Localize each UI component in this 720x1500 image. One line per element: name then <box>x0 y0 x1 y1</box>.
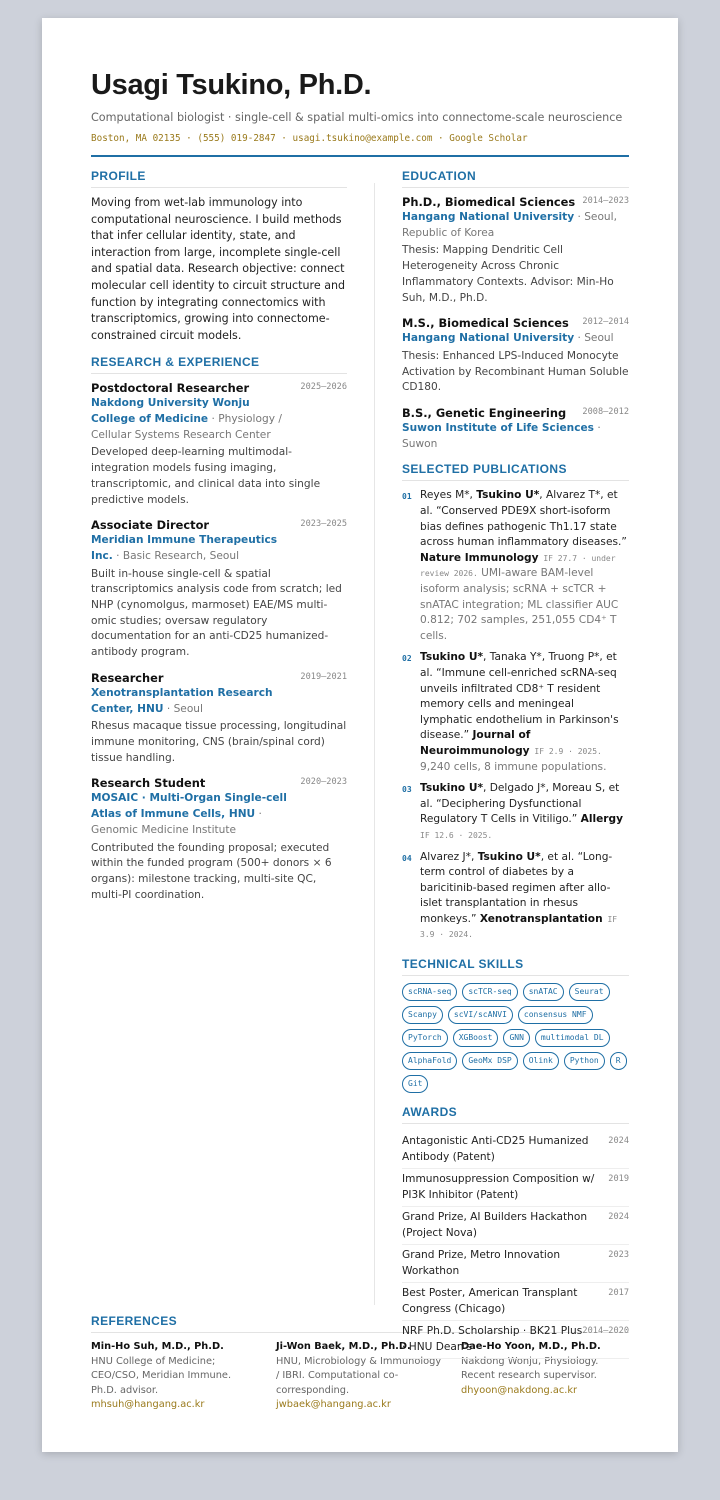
skill-tag: R <box>610 1052 627 1070</box>
publication-number: 03 <box>402 785 412 795</box>
reference-description: HNU, Microbiology & Immunology / IBRI. Computational co-corresponding. <box>276 1355 442 1396</box>
publication-citation: , Tanaka Y*, Truong P*, et al. “Immune cell-enriched scRNA-seq unveils infiltrated CD8⁺ T resident memory cells and meningeal lymphatic endothelium in Parkinson's disease.” <box>420 651 619 742</box>
right-column <box>402 169 629 1359</box>
experience-entry <box>91 381 347 508</box>
award-item <box>402 1169 629 1207</box>
award-item <box>402 1207 629 1245</box>
publication-detail: 9,240 cells, 8 immune populations. <box>420 760 607 773</box>
entry-thesis: Thesis: Enhanced LPS-Induced Monocyte Activation by Recombinant Human Soluble CD180. <box>402 349 629 394</box>
entry-institution-line <box>402 210 629 241</box>
publication-item <box>402 488 629 644</box>
entry-organization: MOSAIC · Multi-Organ Single-cell Atlas of Immune Cells, HNU <box>91 792 287 821</box>
entry-role: Researcher <box>91 670 164 685</box>
education-list <box>402 195 629 452</box>
publication-number: 04 <box>402 853 412 863</box>
publication-impact-meta: IF 27.7 · under review 2026. <box>420 553 616 579</box>
award-item <box>402 1131 629 1169</box>
award-title: Immunosuppression Composition w/ PI3K Inhibitor (Patent) <box>402 1173 595 1201</box>
entry-organization-line <box>91 686 289 717</box>
skill-tag: Scanpy <box>402 1006 443 1024</box>
entry-description: Built in-house single-cell & spatial transcriptomics analysis code from scratch; led NHP (cynomolgus, marmoset) EAE/MS multi-omic studies; oversaw regulatory documentation for an anti-CD25 humanized-antibody program. <box>91 567 342 659</box>
entry-institution-line <box>402 331 629 347</box>
entry-location: · Seoul <box>163 702 203 715</box>
entry-dates: 2014–2023 <box>582 196 629 206</box>
publication-authors-pre: Alvarez J*, <box>420 850 478 863</box>
entry-role: Research Student <box>91 776 206 791</box>
resume-page <box>42 18 678 1452</box>
publication-self-author: Tsukino U* <box>477 850 541 863</box>
publication-item <box>402 781 629 843</box>
entry-dates: 2008–2012 <box>582 407 629 418</box>
publication-number: 01 <box>402 492 412 502</box>
entry-header-row <box>402 195 629 210</box>
tagline: Computational biologist · single-cell & spatial multi-omics into connectome-scale neuroscience <box>91 111 623 124</box>
skill-tag: XGBoost <box>453 1029 499 1047</box>
reference-email: mhsuh@hangang.ac.kr <box>91 1399 205 1411</box>
skill-tag: scTCR-seq <box>462 983 517 1001</box>
publication-citation: , et al. “Long-term control of diabetes by a baricitinib-based regimen after allo-islet transplantation in rhesus monkeys.” <box>420 850 613 925</box>
publication-number: 02 <box>402 654 412 664</box>
entry-header-row <box>402 316 629 331</box>
experience-heading: RESEARCH & EXPERIENCE <box>91 355 347 374</box>
skill-tag: multimodal DL <box>535 1029 610 1047</box>
skills-heading: TECHNICAL SKILLS <box>402 957 629 976</box>
publication-citation: , Alvarez T*, et al. “Conserved PDE9X short-isoform bias defines pathogenic Th1.17 state across human inflammatory diseases.” <box>420 489 627 549</box>
publication-list <box>402 488 629 943</box>
publication-item <box>402 850 629 944</box>
skill-tag: scVI/scANVI <box>448 1006 513 1024</box>
entry-dates: 2012–2014 <box>582 317 629 328</box>
publications-heading: SELECTED PUBLICATIONS <box>402 462 629 481</box>
awards-heading: AWARDS <box>402 1105 629 1124</box>
publication-journal: Nature Immunology <box>420 551 539 564</box>
publication-self-author: Tsukino U* <box>476 489 540 502</box>
entry-organization-line <box>91 396 289 443</box>
reference-card <box>91 1340 259 1413</box>
entry-organization-line <box>91 791 289 838</box>
entry-organization: Xenotransplantation Research Center, HNU <box>91 686 273 715</box>
publication-citation: , Delgado J*, Moreau S, et al. “Deciphering Dysfunctional Regulatory T Cells in Vitiligo.” <box>420 782 620 826</box>
column-divider <box>374 183 375 1305</box>
entry-dates: 2025–2026 <box>300 382 347 393</box>
entry-header-row <box>91 671 347 686</box>
experience-entry <box>91 671 347 767</box>
contact-line: Boston, MA 02135 · (555) 019-2847 · usagi.tsukino@example.com · Google Scholar <box>91 133 528 144</box>
entry-location: · Suwon <box>402 422 601 450</box>
profile-text: Moving from wet-lab immunology into computational neuroscience. I build methods that infer cellular identity, state, and interaction from large, incomplete single-cell and spatial data. Research objective: connect molecular cell identity to circuit structure and function by integrating connectomics with transcriptomics, growing into connectome-constrained circuit models. <box>91 196 346 342</box>
publication-journal: Allergy <box>580 813 624 826</box>
award-year: 2017 <box>608 1288 629 1299</box>
entry-institution: Hangang National University <box>402 332 575 345</box>
reference-name: Min-Ho Suh, M.D., Ph.D. <box>91 1341 224 1352</box>
award-year: 2023 <box>608 1250 629 1261</box>
entry-description: Contributed the founding proposal; executed within the funded program (500+ donors × 6 organs): milestone tracking, multi-site QC, multi-PI coordination. <box>91 841 332 901</box>
award-year: 2014–2020 <box>582 1326 629 1337</box>
skill-tag: GNN <box>503 1029 529 1047</box>
award-year: 2024 <box>608 1212 629 1223</box>
entry-location: · Seoul, Republic of Korea <box>402 211 617 239</box>
entry-location: · Physiology / Cellular Systems Research Center <box>91 413 282 441</box>
experience-entry <box>91 518 347 661</box>
award-title: Antagonistic Anti-CD25 Humanized Antibody (Patent) <box>402 1135 589 1163</box>
entry-role: Postdoctoral Researcher <box>91 381 250 396</box>
publication-item <box>402 650 629 775</box>
award-title: Grand Prize, Metro Innovation Workathon <box>402 1249 561 1277</box>
publication-impact-meta: IF 3.9 · 2024. <box>420 914 618 940</box>
publication-impact-meta: IF 2.9 · 2025. <box>529 746 602 756</box>
entry-description: Developed deep-learning multimodal-integration models fusing imaging, transcriptomic, and clinical data into single predictive models. <box>91 446 321 506</box>
entry-institution: Suwon Institute of Life Sciences <box>402 422 594 435</box>
entry-location: · Genomic Medicine Institute <box>91 808 262 836</box>
entry-header-row <box>91 518 347 533</box>
skill-tag: PyTorch <box>402 1029 448 1047</box>
award-item <box>402 1245 629 1283</box>
reference-description: Nakdong Wonju, Physiology. Recent research supervisor. <box>461 1355 599 1382</box>
entry-description: Rhesus macaque tissue processing, longitudinal immune monitoring, CNS (brain/spinal cord) tissue handling. <box>91 720 347 764</box>
entry-dates: 2020–2023 <box>300 777 347 788</box>
award-title: Best Poster, American Transplant Congress (Chicago) <box>402 1287 578 1315</box>
skill-tag: AlphaFold <box>402 1052 457 1070</box>
skill-tag: scRNA-seq <box>402 983 457 1001</box>
entry-header-row <box>91 381 347 396</box>
skill-tag: snATAC <box>523 983 564 1001</box>
entry-degree: B.S., Genetic Engineering <box>402 406 567 421</box>
publication-journal: Journal of Neuroimmunology <box>420 729 531 757</box>
skill-tag: Seurat <box>569 983 610 1001</box>
reference-email: jwbaek@hangang.ac.kr <box>276 1399 391 1411</box>
education-entry <box>402 195 629 306</box>
entry-role: Associate Director <box>91 518 210 533</box>
education-heading: EDUCATION <box>402 169 629 188</box>
skill-tag: GeoMx DSP <box>462 1052 517 1070</box>
entry-header-row <box>402 406 629 421</box>
skill-tag: consensus NMF <box>518 1006 593 1024</box>
entry-thesis: Thesis: Mapping Dendritic Cell Heterogeneity Across Chronic Inflammatory Contexts. Advisor: Min-Ho Suh, M.D., Ph.D. <box>402 244 614 304</box>
entry-degree: Ph.D., Biomedical Sciences <box>402 195 576 209</box>
publication-self-author: Tsukino U* <box>420 651 483 664</box>
skill-tag-list <box>402 983 629 1093</box>
entry-organization-line <box>91 533 289 564</box>
publication-detail: UMI-aware BAM-level isoform analysis; scRNA + scTCR + snATAC integration; ML classifier AUC 0.812; 702 samples, 251,055 CD4⁺ T cells. <box>420 567 619 642</box>
entry-organization: Meridian Immune Therapeutics Inc. <box>91 534 278 562</box>
entry-degree: M.S., Biomedical Sciences <box>402 316 569 331</box>
reference-name: Dae-Ho Yoon, M.D., Ph.D. <box>461 1341 601 1352</box>
education-entry <box>402 316 629 396</box>
publication-self-author: Tsukino U* <box>420 782 483 795</box>
education-entry <box>402 406 629 452</box>
skill-tag: Python <box>564 1052 605 1070</box>
award-year: 2019 <box>608 1174 629 1185</box>
entry-location: · Basic Research, Seoul <box>112 549 240 562</box>
references-heading: REFERENCES <box>91 1314 629 1333</box>
entry-institution: Hangang National University <box>402 211 575 223</box>
entry-location: · Seoul <box>574 332 614 345</box>
experience-list <box>91 381 347 903</box>
header-rule <box>91 155 629 157</box>
entry-dates: 2023–2025 <box>300 519 347 530</box>
reference-name: Ji-Won Baek, M.D., Ph.D. <box>276 1341 411 1352</box>
skill-tag: Git <box>402 1075 428 1093</box>
reference-description: HNU College of Medicine; CEO/CSO, Meridian Immune. Ph.D. advisor. <box>91 1355 232 1396</box>
experience-entry <box>91 776 347 903</box>
publication-journal: Xenotransplantation <box>479 912 603 925</box>
award-list <box>402 1131 629 1359</box>
award-title: NRF Ph.D. Scholarship · BK21 Plus · HNU Dean's <box>402 1325 583 1353</box>
profile-heading: PROFILE <box>91 169 347 188</box>
publication-impact-meta: IF 12.6 · 2025. <box>420 830 493 840</box>
reference-email: dhyoon@nakdong.ac.kr <box>461 1384 578 1396</box>
left-column <box>91 169 347 913</box>
entry-institution-line <box>402 421 629 452</box>
award-item <box>402 1321 629 1359</box>
candidate-name: Usagi Tsukino, Ph.D. <box>91 69 372 101</box>
entry-dates: 2019–2021 <box>300 671 347 682</box>
entry-header-row <box>91 776 347 791</box>
award-year: 2024 <box>608 1136 629 1147</box>
entry-organization: Nakdong University Wonju College of Medicine <box>91 397 250 426</box>
publication-authors-pre: Reyes M*, <box>420 489 477 502</box>
award-item <box>402 1283 629 1321</box>
award-title: Grand Prize, AI Builders Hackathon (Project Nova) <box>402 1211 588 1239</box>
skill-tag: Olink <box>523 1052 559 1070</box>
